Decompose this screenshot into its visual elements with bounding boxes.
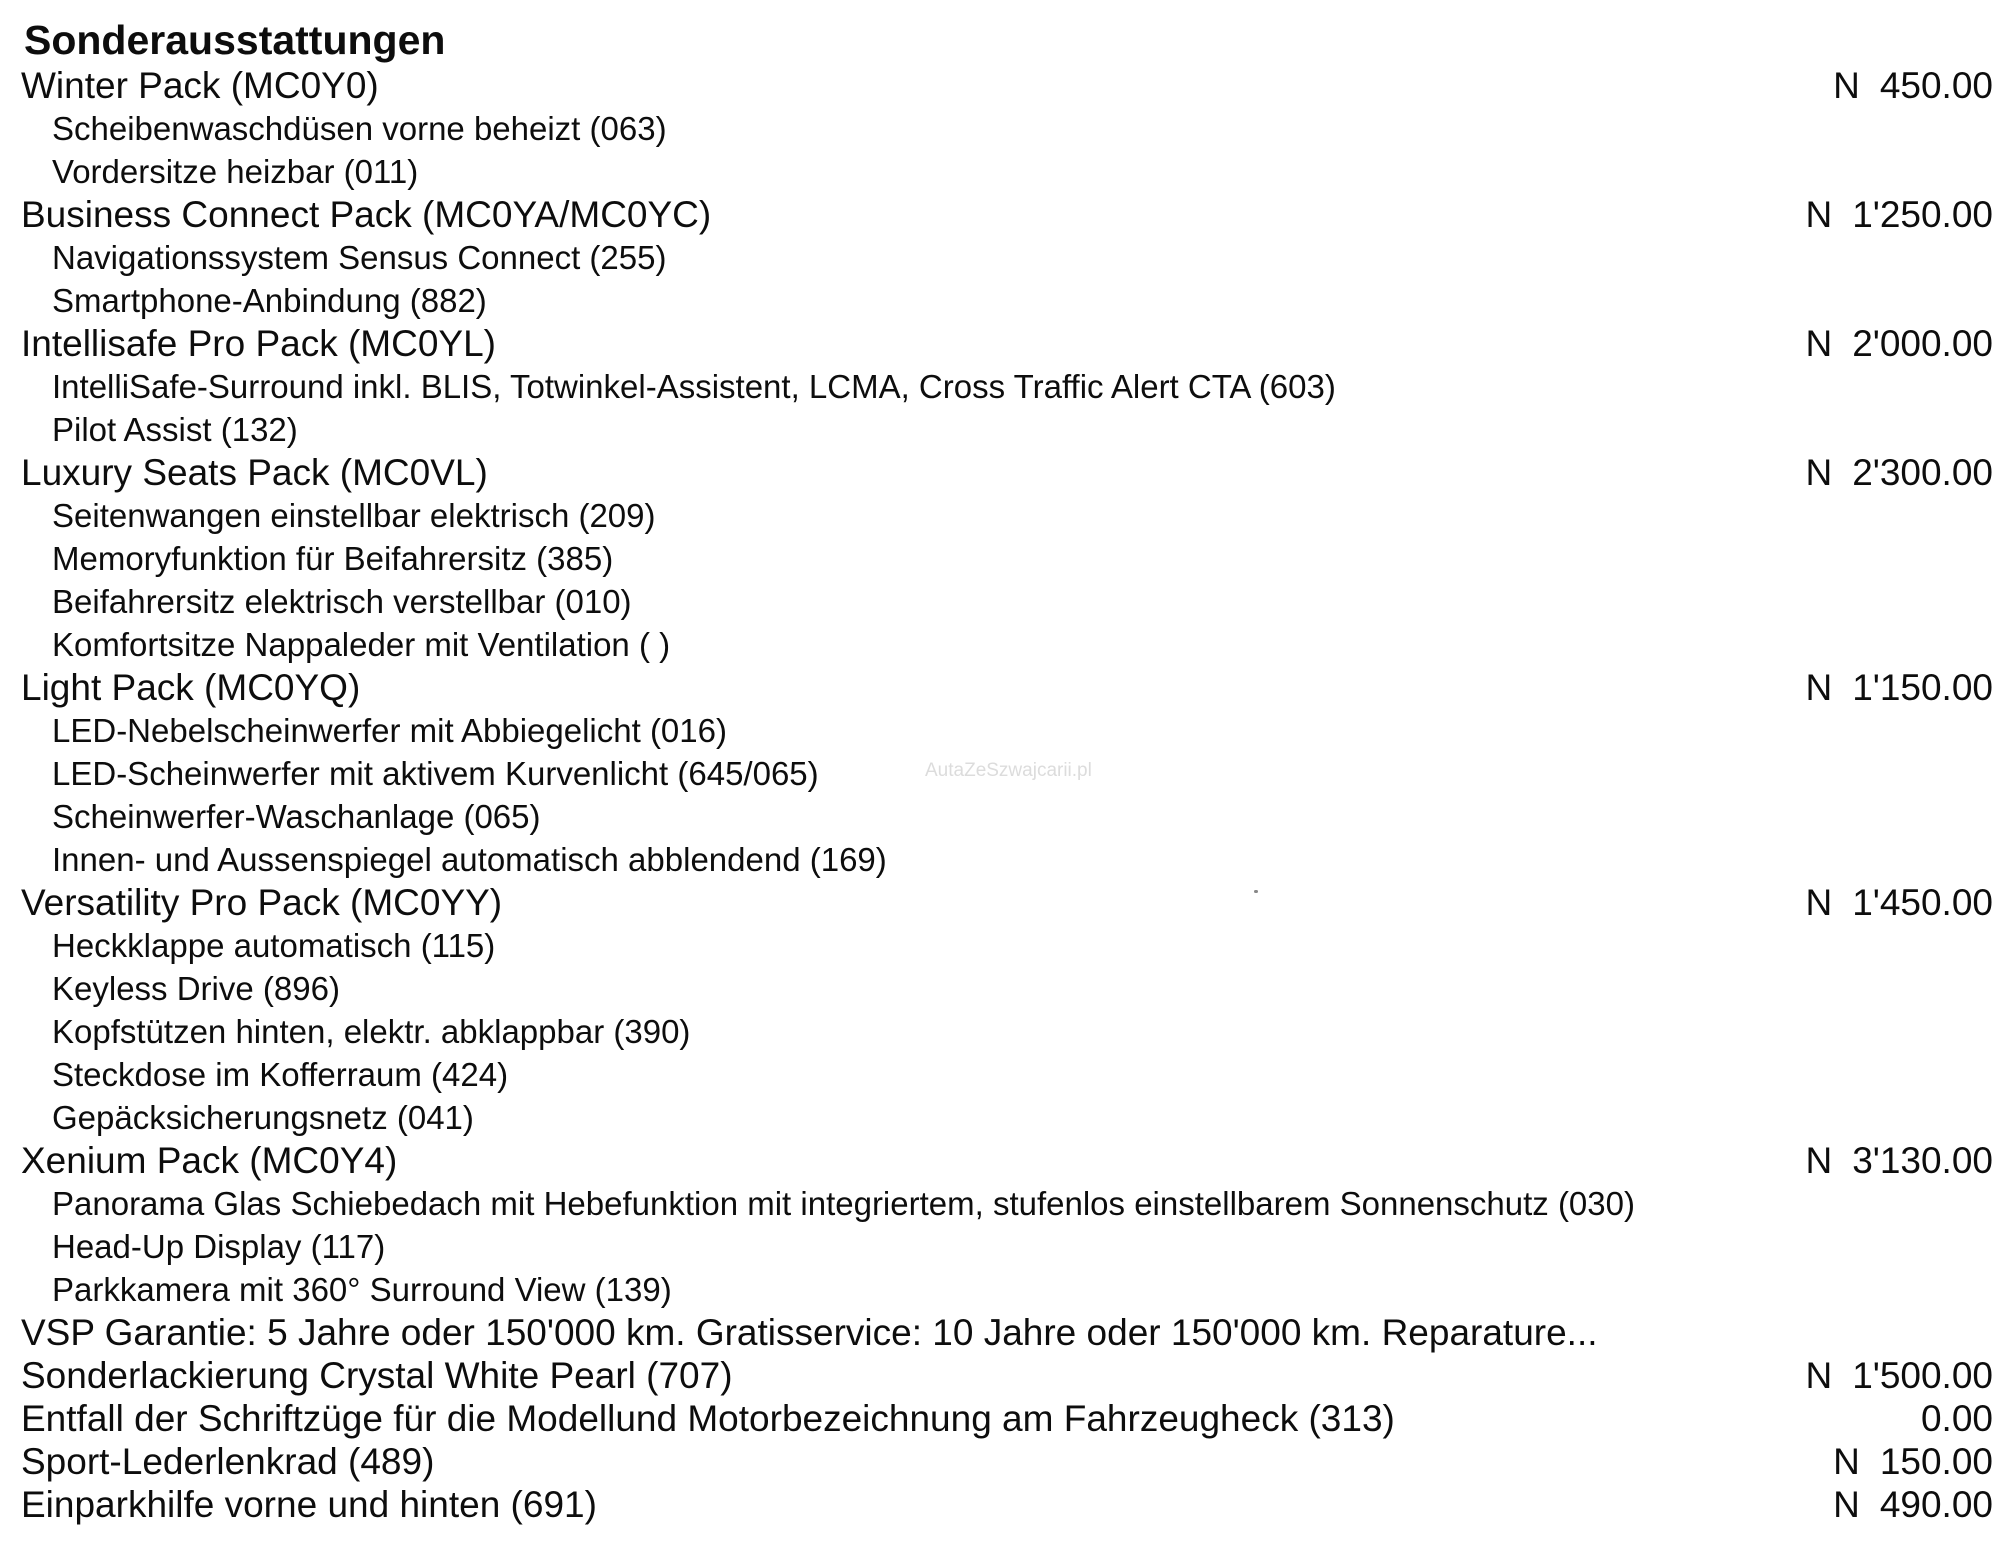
pack-row-label: Business Connect Pack (MC0YA/MC0YC) <box>21 194 712 235</box>
pack-item-label: Parkkamera mit 360° Surround View (139) <box>52 1271 672 1308</box>
pack-item-label: Scheinwerfer-Waschanlage (065) <box>52 798 541 835</box>
pack-item-label: LED-Nebelscheinwerfer mit Abbiegelicht (016) <box>52 712 727 749</box>
pack-row-price <box>1805 322 1993 365</box>
pack-item <box>0 1225 2016 1268</box>
pack-item <box>0 1268 2016 1311</box>
pack-item-label: Vordersitze heizbar (011) <box>52 153 419 190</box>
pack-item <box>0 1096 2016 1139</box>
extra-row-price <box>1921 1397 1993 1440</box>
pack-item-label: Keyless Drive (896) <box>52 970 340 1007</box>
pack-row-label: Intellisafe Pro Pack (MC0YL) <box>21 323 497 364</box>
pack-item-label: Pilot Assist (132) <box>52 411 298 448</box>
price-amount: 2'000.00 <box>1852 323 1993 364</box>
pack-item-label: Innen- und Aussenspiegel automatisch abblendend (169) <box>52 841 887 878</box>
pack-item-label: Kopfstützen hinten, elektr. abklappbar (390) <box>52 1013 691 1050</box>
pack-item <box>0 365 2016 408</box>
pack-item-label: IntelliSafe-Surround inkl. BLIS, Totwinkel-Assistent, LCMA, Cross Traffic Alert CTA (603) <box>52 368 1336 405</box>
pack-item <box>0 709 2016 752</box>
extra-row-price <box>1805 1354 1993 1397</box>
pack-row <box>0 322 2016 365</box>
price-amount: 1'500.00 <box>1852 1355 1993 1396</box>
extra-row-price <box>1833 1483 1993 1526</box>
pack-item <box>0 623 2016 666</box>
pack-item <box>0 1010 2016 1053</box>
price-amount: 150.00 <box>1879 1441 1993 1482</box>
price-flag: N <box>1833 1441 1860 1482</box>
options-list <box>0 64 2016 1526</box>
price-flag: N <box>1805 1140 1833 1181</box>
pack-row-price <box>1805 451 1993 494</box>
pack-row-label: Xenium Pack (MC0Y4) <box>21 1140 398 1181</box>
pack-row <box>0 1139 2016 1182</box>
pack-item-label: LED-Scheinwerfer mit aktivem Kurvenlicht (645/065) <box>52 755 819 792</box>
watermark: AutaZeSzwajcarii.pl <box>925 760 1092 781</box>
pack-row-label: Versatility Pro Pack (MC0YY) <box>21 882 503 923</box>
pack-item <box>0 1053 2016 1096</box>
pack-row-price <box>1805 666 1993 709</box>
extra-row <box>0 1354 2016 1397</box>
pack-item <box>0 408 2016 451</box>
extra-row <box>0 1397 2016 1440</box>
price-flag: N <box>1805 667 1833 708</box>
pack-item <box>0 236 2016 279</box>
extra-row-label: Sport-Lederlenkrad (489) <box>21 1441 435 1482</box>
price-amount: 1'450.00 <box>1852 882 1993 923</box>
extra-row <box>0 1311 2016 1354</box>
pack-item-label: Heckklappe automatisch (115) <box>52 927 496 964</box>
price-flag: N <box>1805 452 1833 493</box>
pack-row <box>0 881 2016 924</box>
pack-item <box>0 924 2016 967</box>
extra-row <box>0 1483 2016 1526</box>
price-amount: 2'300.00 <box>1852 452 1993 493</box>
pack-item <box>0 537 2016 580</box>
extra-row-label: VSP Garantie: 5 Jahre oder 150'000 km. Gratisservice: 10 Jahre oder 150'000 km. Reparature... <box>21 1312 1598 1353</box>
price-flag: N <box>1805 323 1833 364</box>
pack-item <box>0 967 2016 1010</box>
pack-row-label: Winter Pack (MC0Y0) <box>21 65 379 106</box>
pack-row <box>0 451 2016 494</box>
pack-item-label: Memoryfunktion für Beifahrersitz (385) <box>52 540 614 577</box>
extra-row-price <box>1833 1440 1993 1483</box>
pack-row <box>0 64 2016 107</box>
pack-item-label: Scheibenwaschdüsen vorne beheizt (063) <box>52 110 667 147</box>
price-flag: N <box>1805 1355 1833 1396</box>
pack-item-label: Gepäcksicherungsnetz (041) <box>52 1099 474 1136</box>
pack-item-label: Head-Up Display (117) <box>52 1228 386 1265</box>
pack-item-label: Panorama Glas Schiebedach mit Hebefunktion mit integriertem, stufenlos einstellbarem Sonnenschutz (030) <box>52 1185 1635 1222</box>
pack-item-label: Seitenwangen einstellbar elektrisch (209) <box>52 497 656 534</box>
pack-item <box>0 279 2016 322</box>
extra-row-label: Einparkhilfe vorne und hinten (691) <box>21 1484 597 1525</box>
extra-row-label: Entfall der Schriftzüge für die Modellund Motorbezeichnung am Fahrzeugheck (313) <box>21 1398 1395 1439</box>
pack-item-label: Beifahrersitz elektrisch verstellbar (010) <box>52 583 632 620</box>
scan-speck <box>1254 890 1258 893</box>
pack-row <box>0 666 2016 709</box>
pack-item <box>0 107 2016 150</box>
section-title: Sonderausstattungen <box>24 17 446 63</box>
extra-row <box>0 1440 2016 1483</box>
price-amount: 490.00 <box>1879 1484 1993 1525</box>
pack-row-price <box>1805 881 1993 924</box>
pack-item-label: Smartphone-Anbindung (882) <box>52 282 487 319</box>
pack-row-label: Luxury Seats Pack (MC0VL) <box>21 452 488 493</box>
price-amount: 0.00 <box>1920 1398 1993 1439</box>
price-amount: 3'130.00 <box>1852 1140 1993 1181</box>
price-amount: 1'150.00 <box>1852 667 1993 708</box>
pack-item <box>0 494 2016 537</box>
pack-row-label: Light Pack (MC0YQ) <box>21 667 361 708</box>
pack-row-price <box>1805 1139 1993 1182</box>
pack-item <box>0 795 2016 838</box>
pack-row-price <box>1805 193 1993 236</box>
extra-row-label: Sonderlackierung Crystal White Pearl (707) <box>21 1355 733 1396</box>
price-flag: N <box>1833 1484 1860 1525</box>
pack-item <box>0 150 2016 193</box>
price-amount: 450.00 <box>1879 65 1993 106</box>
pack-item-label: Navigationssystem Sensus Connect (255) <box>52 239 667 276</box>
price-amount: 1'250.00 <box>1852 194 1993 235</box>
pack-item-label: Steckdose im Kofferraum (424) <box>52 1056 509 1093</box>
pack-item <box>0 838 2016 881</box>
pack-item <box>0 1182 2016 1225</box>
pack-row-price <box>1833 64 1993 107</box>
pack-item <box>0 580 2016 623</box>
price-flag: N <box>1805 194 1833 235</box>
price-flag: N <box>1833 65 1860 106</box>
pack-item-label: Komfortsitze Nappaleder mit Ventilation ( ) <box>52 626 671 663</box>
price-flag: N <box>1805 882 1833 923</box>
pack-row <box>0 193 2016 236</box>
